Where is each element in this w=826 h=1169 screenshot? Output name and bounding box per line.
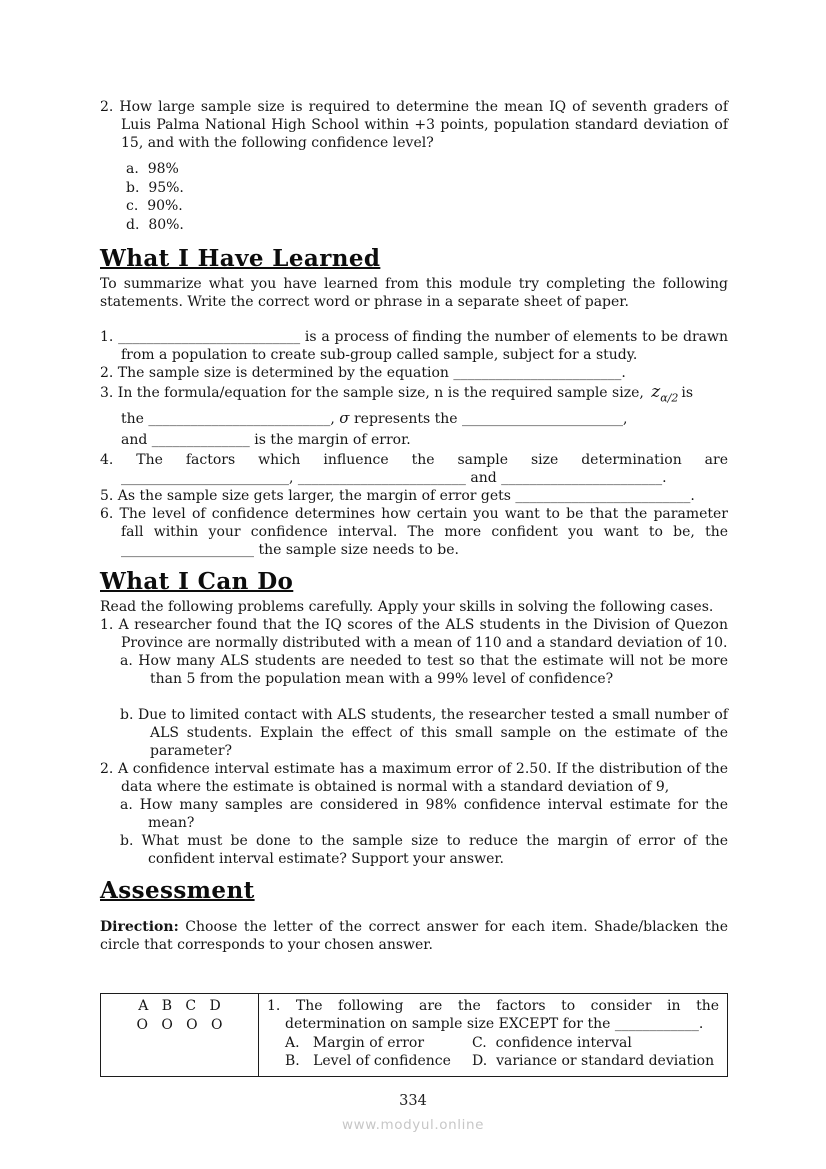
answer-bubbles[interactable]: O O O O	[136, 1016, 223, 1033]
learned-item-3-line3: and ______________ is the margin of error.	[121, 432, 411, 449]
cando-item-1: 1. A researcher found that the IQ scores of the ALS students in the Division of Quezon Province are normally distributed with a mean of 110 and a standard deviation of 10.	[100, 617, 728, 652]
option-c: C. confidence interval	[472, 1034, 632, 1051]
cando-item-2: 2. A confidence interval estimate has a maximum error of 2.50. If the distribution of the data where the estimate is obtained is normal with a standard deviation of 9,	[100, 761, 728, 796]
watermark-text: www.modyul.online	[341, 1117, 485, 1133]
answer-sheet-cell	[101, 994, 259, 1077]
cando-item-1b: b. Due to limited contact with ALS students, the researcher tested a small number of ALS students. Explain the effect of this small sample on the estimate of the parameter?	[120, 707, 728, 760]
option-d: D. variance or standard deviation	[472, 1053, 715, 1070]
assessment-options-row-1	[267, 1034, 719, 1052]
question-2-choices	[126, 160, 728, 234]
learned-item-3	[100, 382, 728, 451]
heading-assessment: Assessment	[100, 877, 255, 905]
z-alpha-half-symbol: $z_{\alpha/2}$	[651, 382, 679, 405]
cando-intro: Read the following problems carefully. Apply your skills in solving the following cases.	[100, 599, 714, 616]
cando-item-2b: b. What must be done to the sample size to reduce the margin of error of the confident interval estimate? Support your answer.	[120, 833, 728, 868]
assessment-table	[100, 993, 728, 1077]
sigma-symbol: σ	[339, 409, 350, 428]
learned-item-1: 1. __________________________ is a process of finding the number of elements to be drawn from a population to create sub-group called sample, subject for a study.	[100, 329, 728, 363]
learned-item-5: 5. As the sample size gets larger, the margin of error gets _________________________.	[100, 488, 695, 505]
page-number: 334	[399, 1093, 427, 1109]
learned-item-3-is: is	[681, 385, 694, 401]
question-2-text: 2. How large sample size is required to determine the mean IQ of seventh graders of Luis Palma National High School within +3 points, population standard deviation of 15, and with the following confidence level?	[100, 99, 728, 151]
option-b: B. Level of confidence	[285, 1053, 451, 1070]
answer-letters: A B C D	[138, 998, 221, 1015]
direction-text: Choose the letter of the correct answer for each item. Shade/blacken the circle that corresponds to your chosen answer.	[100, 919, 728, 954]
page-content	[100, 98, 728, 1077]
choice-a: a. 98%	[126, 161, 179, 177]
learned-item-3-line2-pre: the __________________________,	[121, 411, 340, 428]
assessment-direction	[100, 918, 728, 954]
learned-item-4: 4. The factors which influence the sample size determination are ________________________, ________________________ and _______________________.	[100, 452, 728, 487]
heading-what-i-have-learned: What I Have Learned	[100, 245, 381, 272]
choice-d: d. 80%.	[126, 216, 184, 233]
heading-what-i-can-do: What I Can Do	[100, 568, 294, 596]
learned-item-6: 6. The level of confidence determines how certain you want to be that the parameter fall within your confidence interval. The more confident you want to be, the ___________________ the sample size needs to be.	[100, 506, 728, 559]
assessment-options-row-2	[267, 1052, 719, 1070]
assessment-row-1	[101, 994, 728, 1077]
assessment-question-1: 1. The following are the factors to consider in the determination on sample size EXCEPT for the ____________.	[267, 998, 719, 1033]
learned-item-3-line2-post: represents the _______________________,	[349, 411, 628, 428]
option-a: A. Margin of error	[285, 1034, 425, 1051]
cando-item-1a: a. How many ALS students are needed to test so that the estimate will not be more than 5 from the population mean with a 99% level of confidence?	[120, 653, 728, 688]
learned-list	[100, 328, 728, 559]
learned-item-2: 2. The sample size is determined by the equation ________________________.	[100, 365, 626, 381]
direction-label: Direction:	[100, 919, 179, 936]
choice-b: b. 95%.	[126, 179, 184, 196]
learned-item-3-lead: 3. In the formula/equation for the sample size, n is the required sample size,	[100, 385, 644, 401]
cando-item-2a: a. How many samples are considered in 98% confidence interval estimate for the mean?	[120, 797, 728, 832]
choice-c: c. 90%.	[126, 198, 183, 214]
question-cell	[259, 994, 728, 1077]
cando-list	[100, 616, 728, 868]
learned-intro: To summarize what you have learned from this module try completing the following statements. Write the correct word or phrase in a separate sheet of paper.	[100, 276, 728, 310]
